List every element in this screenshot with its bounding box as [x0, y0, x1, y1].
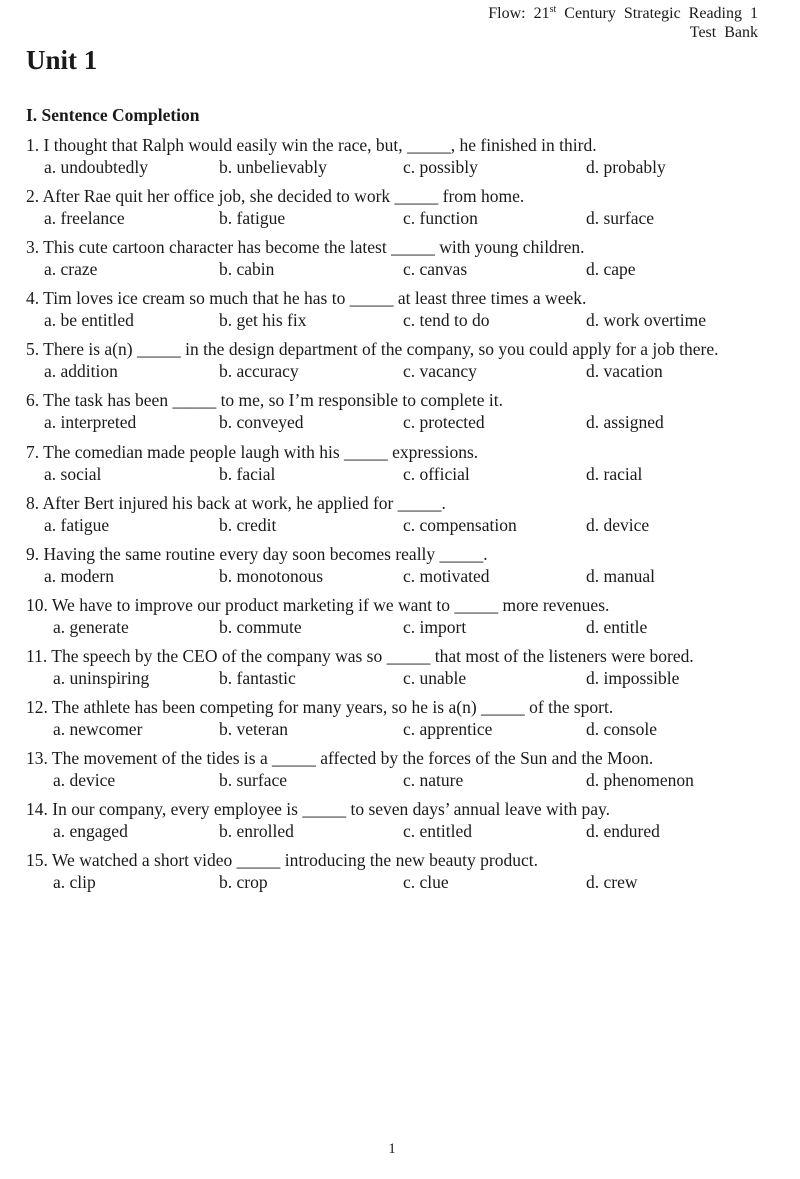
answer-options [26, 258, 766, 280]
header-line-2: Test Bank [689, 24, 758, 41]
question-stem: 2. After Rae quit her office job, she decided to work _____ from home. [26, 186, 525, 207]
answer-options [26, 769, 766, 791]
answer-options [26, 820, 766, 842]
question-item [26, 134, 766, 185]
answer-option-b: b. unbelievably [219, 157, 327, 177]
answer-option-b: b. commute [219, 616, 302, 637]
header-line-1 [488, 4, 758, 23]
answer-option-a: a. interpreted [44, 412, 137, 433]
question-stem: 4. Tim loves ice cream so much that he has to _____ at least three times a week. [26, 288, 587, 309]
question-item [26, 441, 766, 492]
question-item [26, 849, 766, 900]
answer-option-b: b. monotonous [219, 565, 324, 586]
question-item [26, 747, 766, 798]
answer-option-c: c. tend to do [403, 310, 490, 331]
question-stem: 3. This cute cartoon character has become the latest _____ with young children. [26, 237, 585, 258]
answer-option-b: b. facial [219, 463, 276, 484]
answer-option-a: a. generate [53, 616, 129, 637]
answer-option-b: b. veteran [219, 719, 288, 740]
answer-option-c: c. entitled [403, 821, 473, 842]
question-stem: 12. The athlete has been competing for many years, so he is a(n) _____ of the sport. [26, 697, 614, 718]
answer-option-d: d. console [586, 719, 657, 740]
answer-option-c: c. motivated [403, 565, 490, 586]
answer-option-a: a. uninspiring [53, 667, 150, 688]
answer-option-a: a. device [53, 770, 116, 791]
answer-option-d: d. racial [586, 463, 643, 484]
answer-option-a: a. fatigue [44, 514, 110, 535]
page-header [488, 4, 758, 42]
answer-option-c: c. nature [403, 770, 464, 791]
answer-option-b: b. conveyed [219, 412, 304, 433]
answer-option-d: d. probably [586, 157, 666, 177]
answer-option-c: c. possibly [403, 157, 478, 177]
answer-option-a: a. social [44, 463, 102, 484]
question-stem: 7. The comedian made people laugh with his _____ expressions. [26, 441, 479, 462]
answer-option-b: b. fantastic [219, 667, 296, 688]
answer-option-c: c. official [403, 463, 470, 484]
answer-option-d: d. manual [586, 565, 656, 586]
answer-option-c: c. clue [403, 872, 449, 893]
question-item [26, 287, 766, 338]
question-stem: 14. In our company, every employee is _____ to seven days’ annual leave with pay. [26, 799, 610, 820]
answer-option-d: d. work overtime [586, 310, 707, 331]
answer-options [26, 360, 766, 382]
answer-option-d: d. cape [586, 259, 636, 280]
answer-option-a: a. clip [53, 872, 96, 893]
answer-options [26, 565, 766, 587]
answer-option-b: b. cabin [219, 259, 275, 280]
answer-option-a: a. be entitled [44, 310, 134, 331]
answer-option-c: c. function [403, 208, 478, 229]
question-item [26, 594, 766, 645]
answer-option-c: c. compensation [403, 514, 517, 535]
question-item [26, 389, 766, 440]
answer-option-b: b. credit [219, 514, 277, 535]
question-item [26, 185, 766, 236]
question-stem: 6. The task has been _____ to me, so I’m responsible to complete it. [26, 390, 503, 411]
answer-option-d: d. device [586, 514, 650, 535]
question-stem: 1. I thought that Ralph would easily win the race, but, _____, he finished in third. [26, 135, 597, 155]
question-item [26, 236, 766, 287]
question-item [26, 492, 766, 543]
answer-option-c: c. canvas [403, 259, 468, 280]
question-item [26, 338, 766, 389]
question-stem: 9. Having the same routine every day soon becomes really _____. [26, 543, 488, 564]
answer-option-d: d. endured [586, 821, 660, 842]
page-number: 1 [388, 1141, 396, 1157]
answer-option-d: d. surface [586, 208, 655, 229]
unit-title: Unit 1 [26, 45, 98, 75]
answer-option-c: c. unable [403, 667, 467, 688]
answer-option-c: c. vacancy [403, 361, 477, 382]
answer-option-a: a. engaged [53, 821, 128, 842]
answer-option-d: d. assigned [586, 412, 664, 433]
section-heading: I. Sentence Completion [26, 105, 200, 125]
answer-options [26, 616, 766, 638]
question-stem: 8. After Bert injured his back at work, he applied for _____. [26, 492, 446, 513]
question-stem: 15. We watched a short video _____ introducing the new beauty product. [26, 850, 538, 871]
answer-option-a: a. freelance [44, 208, 125, 229]
question-list [26, 134, 766, 900]
answer-options [26, 463, 766, 485]
answer-option-a: a. addition [44, 361, 118, 382]
question-stem: 10. We have to improve our product marketing if we want to _____ more revenues. [26, 594, 610, 615]
answer-option-b: b. get his fix [219, 310, 307, 331]
answer-option-a: a. undoubtedly [44, 157, 149, 177]
question-item [26, 543, 766, 594]
answer-options [26, 514, 766, 536]
answer-option-d: d. impossible [586, 667, 680, 688]
answer-option-c: c. import [403, 616, 467, 637]
answer-options [26, 411, 766, 433]
answer-option-a: a. modern [44, 565, 114, 586]
answer-option-d: d. vacation [586, 361, 663, 382]
answer-option-c: c. protected [403, 412, 485, 433]
answer-option-d: d. phenomenon [586, 770, 694, 791]
question-stem: 13. The movement of the tides is a _____ affected by the forces of the Sun and the Moon. [26, 748, 654, 769]
answer-option-d: d. crew [586, 872, 638, 893]
header-title-suffix: Century Strategic Reading 1 [556, 5, 758, 22]
answer-options [26, 667, 766, 689]
answer-option-a: a. newcomer [53, 719, 143, 740]
answer-options [26, 309, 766, 331]
answer-option-a: a. craze [44, 259, 98, 280]
answer-option-d: d. entitle [586, 616, 648, 637]
question-item [26, 798, 766, 849]
answer-option-b: b. surface [219, 770, 288, 791]
answer-option-c: c. apprentice [403, 719, 493, 740]
answer-option-b: b. fatigue [219, 208, 286, 229]
answer-options [26, 718, 766, 740]
question-item [26, 645, 766, 696]
answer-options [26, 156, 766, 178]
header-title-prefix: Flow: 21 [488, 5, 550, 22]
question-stem: 5. There is a(n) _____ in the design department of the company, so you could apply for a job there. [26, 339, 719, 360]
answer-option-b: b. crop [219, 872, 268, 893]
question-stem: 11. The speech by the CEO of the company was so _____ that most of the listeners were bored. [26, 645, 694, 666]
answer-options [26, 871, 766, 893]
answer-option-b: b. accuracy [219, 361, 299, 382]
header-title-superscript: st [549, 4, 557, 15]
answer-option-b: b. enrolled [219, 821, 294, 842]
question-item [26, 696, 766, 747]
answer-options [26, 207, 766, 229]
